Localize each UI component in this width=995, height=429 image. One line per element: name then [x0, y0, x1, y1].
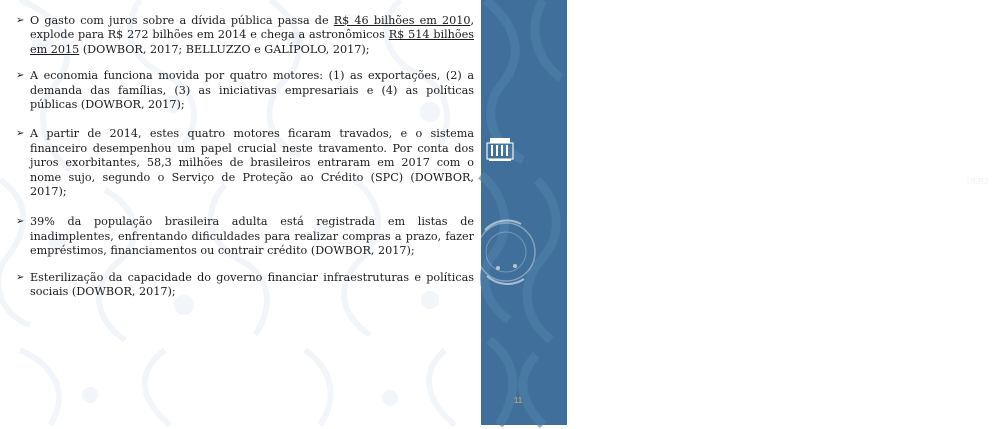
logo-underline — [968, 190, 994, 196]
bullet-text-highlight-2015: R$ 514 bilhões em 2015 — [30, 28, 474, 56]
bullet-text-part-5: (DOWBOR, 2017; BELLUZZO e GALÍPOLO, 2017); — [79, 42, 370, 56]
bullet-text-part-1: O gasto com juros sobre a dívida pública passa de — [30, 14, 334, 27]
right-brand-panel — [481, 0, 989, 425]
bullet-arrow-icon: ➢ — [16, 216, 25, 228]
bullet-arrow-icon: ➢ — [16, 15, 25, 26]
bullet-text-highlight-2010: R$ 46 bilhões em 2010 — [333, 14, 471, 27]
bullet-item-debt-interest — [16, 14, 474, 57]
bullet-item-defaulters — [16, 215, 474, 258]
bullet-text: Esterilização da capacidade do governo financiar infraestruturas e políticas sociais (DOWBOR, 2017); — [30, 270, 474, 299]
bullet-item-financial-system — [16, 127, 474, 199]
bullet-text: 39% da população brasileira adulta está registrada em listas de inadimplentes, enfrentando dificuldades para realizar compras a prazo, fazer empréstimos, financiamentos ou contrair crédito (DOWBOR, 2017); — [30, 215, 474, 258]
bullet-arrow-icon: ➢ — [16, 128, 25, 140]
bullet-text: A economia funciona movida por quatro motores: (1) as exportações, (2) a demanda das famílias, (3) as iniciativas empresariais e (4) as políticas públicas (DOWBOR, 2017); — [30, 69, 474, 112]
slide-number: 11 — [513, 396, 523, 405]
right-panel-pattern — [481, 0, 567, 425]
slide-content — [16, 14, 474, 414]
bullet-item-economy-motors — [16, 69, 474, 112]
institution-logo-label: UERJ — [967, 177, 989, 186]
bullet-text: A partir de 2014, estes quatro motores ficaram travados, e o sistema financeiro desempenhou um papel crucial neste travamento. Por conta dos juros exorbitantes, 58,3 milhões de brasileiros entraram em 2017 com o nome sujo, segundo o Serviço de Proteção ao Crédito (SPC) (DOWBOR, 2017); — [30, 127, 474, 199]
seal-letter: J — [967, 244, 972, 253]
bullet-item-government-capacity — [16, 271, 474, 300]
bullet-text-part-3: , explode para R$ 272 bilhões em 2014 e chega a astronômicos — [30, 14, 474, 42]
bullet-arrow-icon: ➢ — [16, 271, 25, 283]
bullet-arrow-icon: ➢ — [16, 70, 25, 82]
